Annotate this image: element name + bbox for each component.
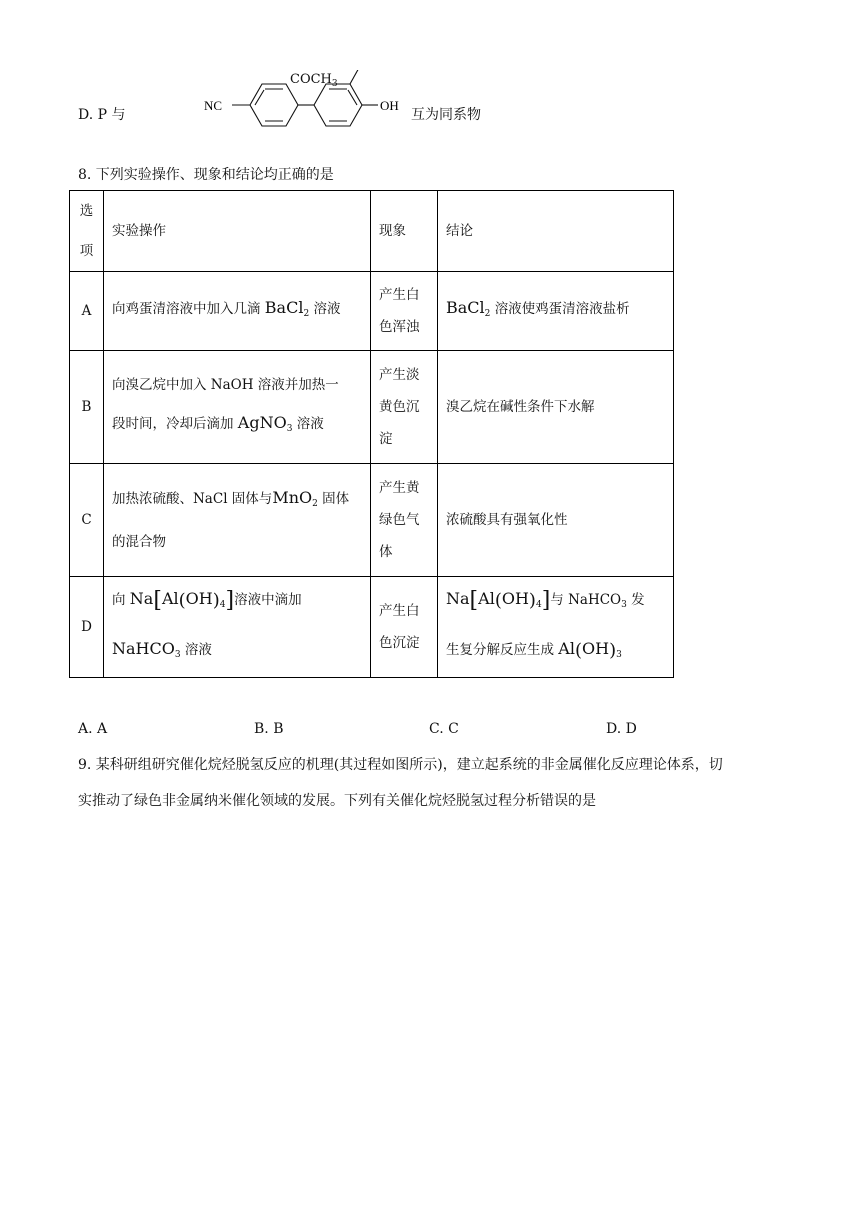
header-conclusion: 结论 (438, 191, 674, 272)
choice-b: B. B (254, 721, 284, 737)
question-9-line-2: 实推动了绿色非金属纳米催化领域的发展。下列有关催化烷烃脱氢过程分析错误的是 (78, 793, 596, 809)
row-label: A (70, 272, 104, 351)
experiment-table (69, 190, 674, 678)
row-operation: 加热浓硫酸、NaCl 固体与MnO$_2$ 固体 的混合物 (104, 464, 371, 577)
acetyl-group: $COCH_3$ (290, 72, 338, 89)
option-d-suffix: 互为同系物 (411, 107, 481, 123)
row-conclusion: 溴乙烷在碱性条件下水解 (438, 351, 674, 464)
cyano-group: NC (204, 98, 223, 113)
row-phenomenon: 产生黄 绿色气 体 (371, 464, 438, 577)
row-operation: 向鸡蛋清溶液中加入几滴 BaCl$_2$ 溶液 (104, 272, 371, 351)
table-row (70, 577, 674, 678)
header-operation: 实验操作 (104, 191, 371, 272)
table-row (70, 272, 674, 351)
hydroxyl-group: OH (380, 98, 399, 113)
row-operation: 向 $Na[Al(OH)_4]$溶液中滴加 NaHCO$_3$ 溶液 (104, 577, 371, 678)
row-conclusion: BaCl$_2$ 溶液使鸡蛋清溶液盐析 (438, 272, 674, 351)
row-label: B (70, 351, 104, 464)
table-row (70, 464, 674, 577)
row-operation: 向溴乙烷中加入 NaOH 溶液并加热一 段时间，冷却后滴加 AgNO$_3$ 溶液 (104, 351, 371, 464)
row-label: C (70, 464, 104, 577)
question-8-stem: 8. 下列实验操作、现象和结论均正确的是 (78, 167, 334, 183)
row-phenomenon: 产生淡 黄色沉 淀 (371, 351, 438, 464)
choice-a: A. A (78, 721, 108, 737)
header-option: 选 项 (70, 191, 104, 272)
table-header-row (70, 191, 674, 272)
row-label: D (70, 577, 104, 678)
choice-d: D. D (606, 721, 637, 737)
row-conclusion: $Na[Al(OH)_4]$与 NaHCO$_3$ 发 生复分解反应生成 $Al(OH)_3$ (438, 577, 674, 678)
row-conclusion: 浓硫酸具有强氧化性 (438, 464, 674, 577)
row-phenomenon: 产生白 色浑浊 (371, 272, 438, 351)
header-phenomenon: 现象 (371, 191, 438, 272)
choice-c: C. C (429, 721, 459, 737)
option-d-prefix: D. P 与 (78, 107, 126, 123)
question-9-line-1: 9. 某科研组研究催化烷烃脱氢反应的机理(其过程如图所示)，建立起系统的非金属催化反应理论体系，切 (78, 757, 723, 773)
table-row (70, 351, 674, 464)
row-phenomenon: 产生白 色沉淀 (371, 577, 438, 678)
